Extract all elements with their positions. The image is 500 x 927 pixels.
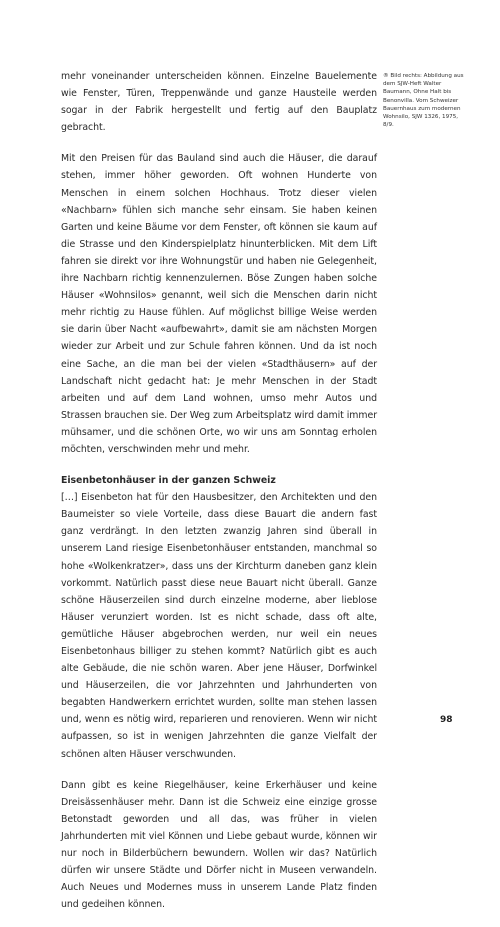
section-paragraph-1: […] Eisenbeton hat für den Hausbesitzer, den Architekten und den Baumeister so viele Vorteile, dass diese Bauart die andern fast ganz verdrängt. In den letzten zwanzig Jahren sind überall in unserem Land riesige Eisenbetonhäuser entstanden, manchmal so hohe «Wolkenkratzer», dass uns der Kirchturm daneben ganz klein vorkommt. Natürlich passt diese neue Bauart nicht überall. Ganze schöne Häuserzeilen sind durch einzelne moderne, aber lieblose Häuser verunziert worden. Ist es nicht schade, dass oft alte, gemütliche Häuser abgebrochen werden, nur weil ein neues Eisenbetonhaus billiger zu stehen kommt? Natürlich gibt es auch alte Gebäude, die nie schön waren. Aber jene Häuser, Dorfwinkel und Häuserzeilen, die vor Jahrzehnten und Jahrhunderten von begabten Handwerkern errichtet wurden, sollte man stehen lassen und, wenn es nötig wird, reparieren und renovieren. Wenn wir nicht aufpassen, so ist in wenigen Jahrzehnten die ganze Vielfalt der schönen alten Häuser verschwunden. [61,492,377,760]
main-text-column [61,68,377,927]
paragraph-1: mehr voneinander unterscheiden können. Einzelne Bauelemente wie Fenster, Türen, Treppenwände und ganze Hausteile werden sogar in der Fabrik hergestellt und fertig auf den Bauplatz gebracht. [61,71,377,134]
page-number: 98 [440,715,453,725]
sidebar-caption: ® Bild rechts: Abbildung aus dem SJW-Heft Walter Baumann, Ohne Halt bis Benonvilla. Vom Schweizer Bauernhaus zum modernen Wohnsilo, SJW 1326, 1975, 8/9. [383,73,464,129]
paragraph-2: Mit den Preisen für das Bauland sind auch die Häuser, die darauf stehen, immer höher geworden. Oft wohnen Hunderte von Menschen in einem solchen Hochhaus. Trotz dieser vielen «Nachbarn» fühlen sich manche sehr einsam. Sie haben keinen Garten und keine Bäume vor dem Fenster, oft können sie kaum auf die Strasse und den Kinderspielplatz hinunterblicken. Mit dem Lift fahren sie direkt vor ihre Wohnungstür und haben nie Gelegenheit, ihre Nachbarn richtig kennenzulernen. Böse Zungen haben solche Häuser «Wohnsilos» genannt, weil sich die Menschen darin nicht mehr richtig zu Hause fühlen. Auf möglichst billige Weise werden sie darin über Nacht «aufbewahrt», damit sie am nächsten Morgen wieder zur Arbeit und zur Schule fahren können. Und da ist noch eine Sache, an die man bei der vielen «Stadthäusern» auf der Landschaft nicht gedacht hat: Je mehr Menschen in der Stadt arbeiten und auf dem Land wohnen, umso mehr Autos und Strassen brauchen sie. Der Weg zum Arbeitsplatz wird damit immer mühsamer, und die schönen Orte, wo wir uns am Sonntag erholen möchten, verschwinden mehr und mehr. [61,153,377,455]
section-heading: Eisenbetonhäuser in der ganzen Schweiz [61,475,276,487]
section-paragraph-2: Dann gibt es keine Riegelhäuser, keine Erkerhäuser und keine Dreisässenhäuser mehr. Dann ist die Schweiz eine einzige grosse Betonstadt geworden und all das, was früher in vielen Jahrhunderten mit viel Können und Liebe gebaut wurde, können wir nur noch in Bilderbüchern bewundern. Wollen wir das? Natürlich dürfen wir unsere Städte und Dörfer nicht in Museen verwandeln. Auch Neues und Modernes muss in unserem Lande Platz finden und gedeihen können. [61,779,377,911]
